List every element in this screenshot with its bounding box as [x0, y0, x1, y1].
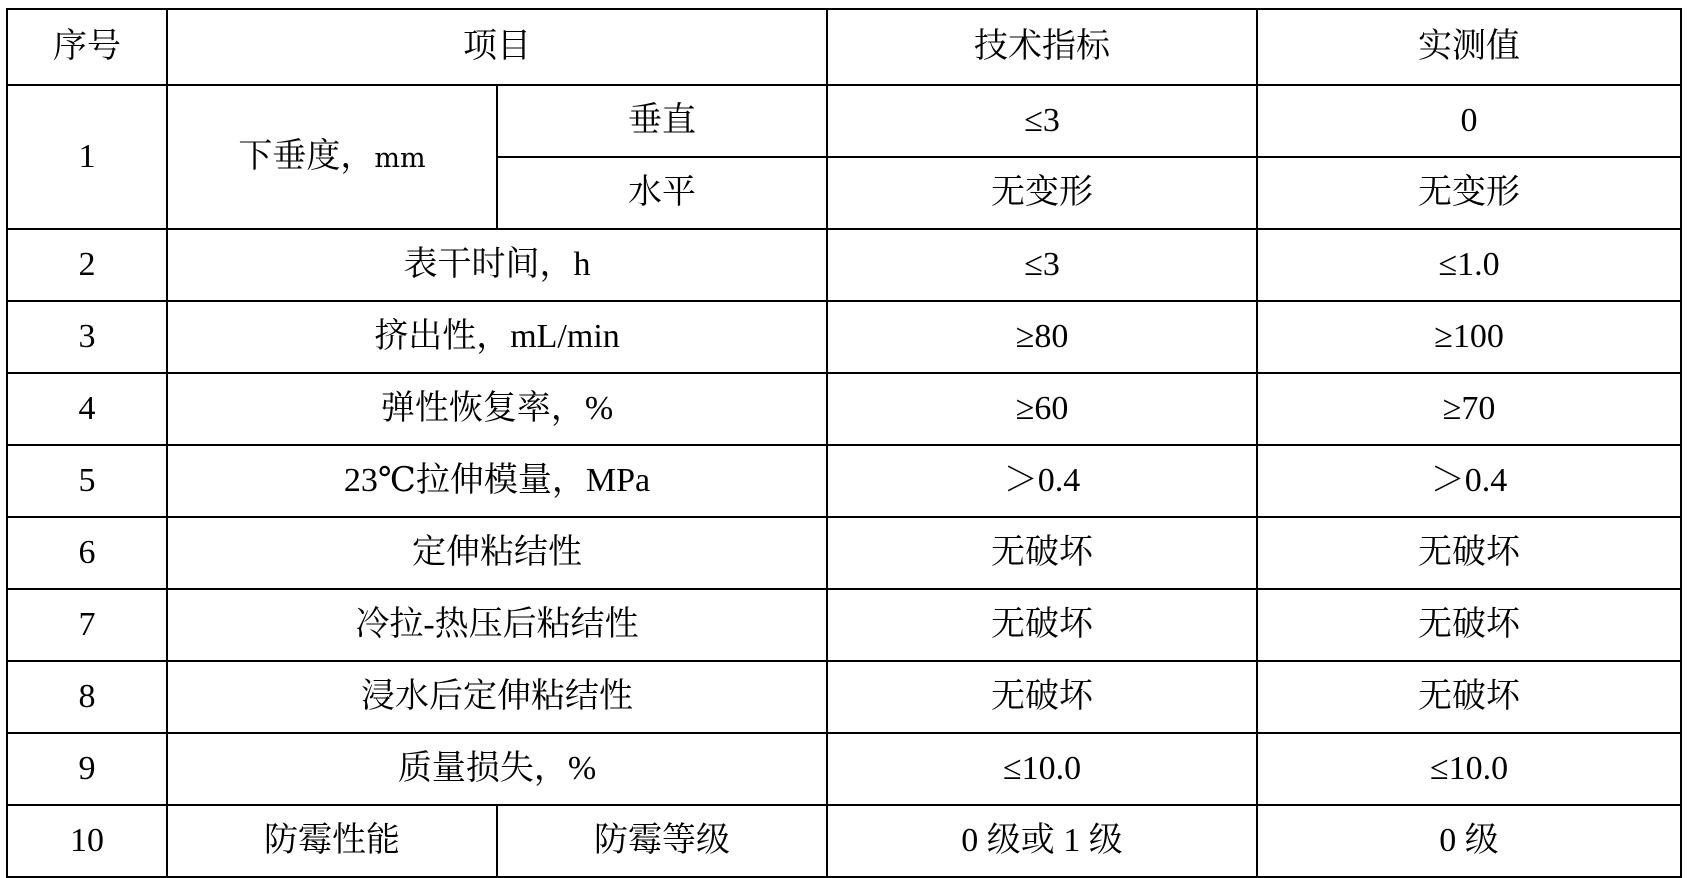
row-no: 7	[7, 589, 167, 661]
table-row	[7, 589, 1681, 661]
row-measured: ≤10.0	[1257, 733, 1681, 805]
row-no: 3	[7, 301, 167, 373]
table-row	[7, 301, 1681, 373]
row-measured: 无破坏	[1257, 661, 1681, 733]
row-item: 防霉性能	[167, 805, 497, 877]
row-measured: ＞0.4	[1257, 445, 1681, 517]
row-spec: 无破坏	[827, 517, 1257, 589]
table-row	[7, 445, 1681, 517]
row-item: 表干时间，h	[167, 229, 827, 301]
row-item-unit: mm	[374, 143, 426, 175]
row-spec: 0 级或 1 级	[827, 805, 1257, 877]
row-subitem: 水平	[497, 157, 827, 229]
row-spec: ≤3	[827, 229, 1257, 301]
table-row	[7, 661, 1681, 733]
row-no: 4	[7, 373, 167, 445]
table-row	[7, 733, 1681, 805]
row-spec: ≤3	[827, 85, 1257, 157]
table-row	[7, 85, 1681, 157]
row-item: 定伸粘结性	[167, 517, 827, 589]
row-measured: ≤1.0	[1257, 229, 1681, 301]
row-subitem: 防霉等级	[497, 805, 827, 877]
row-no: 1	[7, 85, 167, 229]
row-item-text: 下垂度，	[238, 138, 375, 176]
row-no: 8	[7, 661, 167, 733]
row-item	[167, 85, 497, 229]
row-measured: 无破坏	[1257, 589, 1681, 661]
row-measured: 0	[1257, 85, 1681, 157]
header-cell-spec: 技术指标	[827, 9, 1257, 85]
row-spec: 无破坏	[827, 589, 1257, 661]
row-item: 冷拉-热压后粘结性	[167, 589, 827, 661]
row-item: 浸水后定伸粘结性	[167, 661, 827, 733]
row-spec: ≥80	[827, 301, 1257, 373]
row-measured: ≥70	[1257, 373, 1681, 445]
row-no: 5	[7, 445, 167, 517]
row-no: 10	[7, 805, 167, 877]
row-subitem: 垂直	[497, 85, 827, 157]
table-row	[7, 229, 1681, 301]
header-cell-item: 项目	[167, 9, 827, 85]
row-measured: 无变形	[1257, 157, 1681, 229]
specification-table	[6, 8, 1682, 878]
row-spec: 无变形	[827, 157, 1257, 229]
header-cell-measured: 实测值	[1257, 9, 1681, 85]
row-measured: ≥100	[1257, 301, 1681, 373]
table-row	[7, 517, 1681, 589]
table-row	[7, 373, 1681, 445]
table-header-row	[7, 9, 1681, 85]
row-item: 弹性恢复率，%	[167, 373, 827, 445]
row-spec: ＞0.4	[827, 445, 1257, 517]
table-row	[7, 805, 1681, 877]
header-cell-no: 序号	[7, 9, 167, 85]
row-no: 6	[7, 517, 167, 589]
row-spec: ≥60	[827, 373, 1257, 445]
row-no: 2	[7, 229, 167, 301]
row-measured: 无破坏	[1257, 517, 1681, 589]
row-item: 质量损失，%	[167, 733, 827, 805]
row-spec: 无破坏	[827, 661, 1257, 733]
row-measured: 0 级	[1257, 805, 1681, 877]
row-item: 23℃拉伸模量，MPa	[167, 445, 827, 517]
row-no: 9	[7, 733, 167, 805]
row-spec: ≤10.0	[827, 733, 1257, 805]
row-item: 挤出性，mL/min	[167, 301, 827, 373]
